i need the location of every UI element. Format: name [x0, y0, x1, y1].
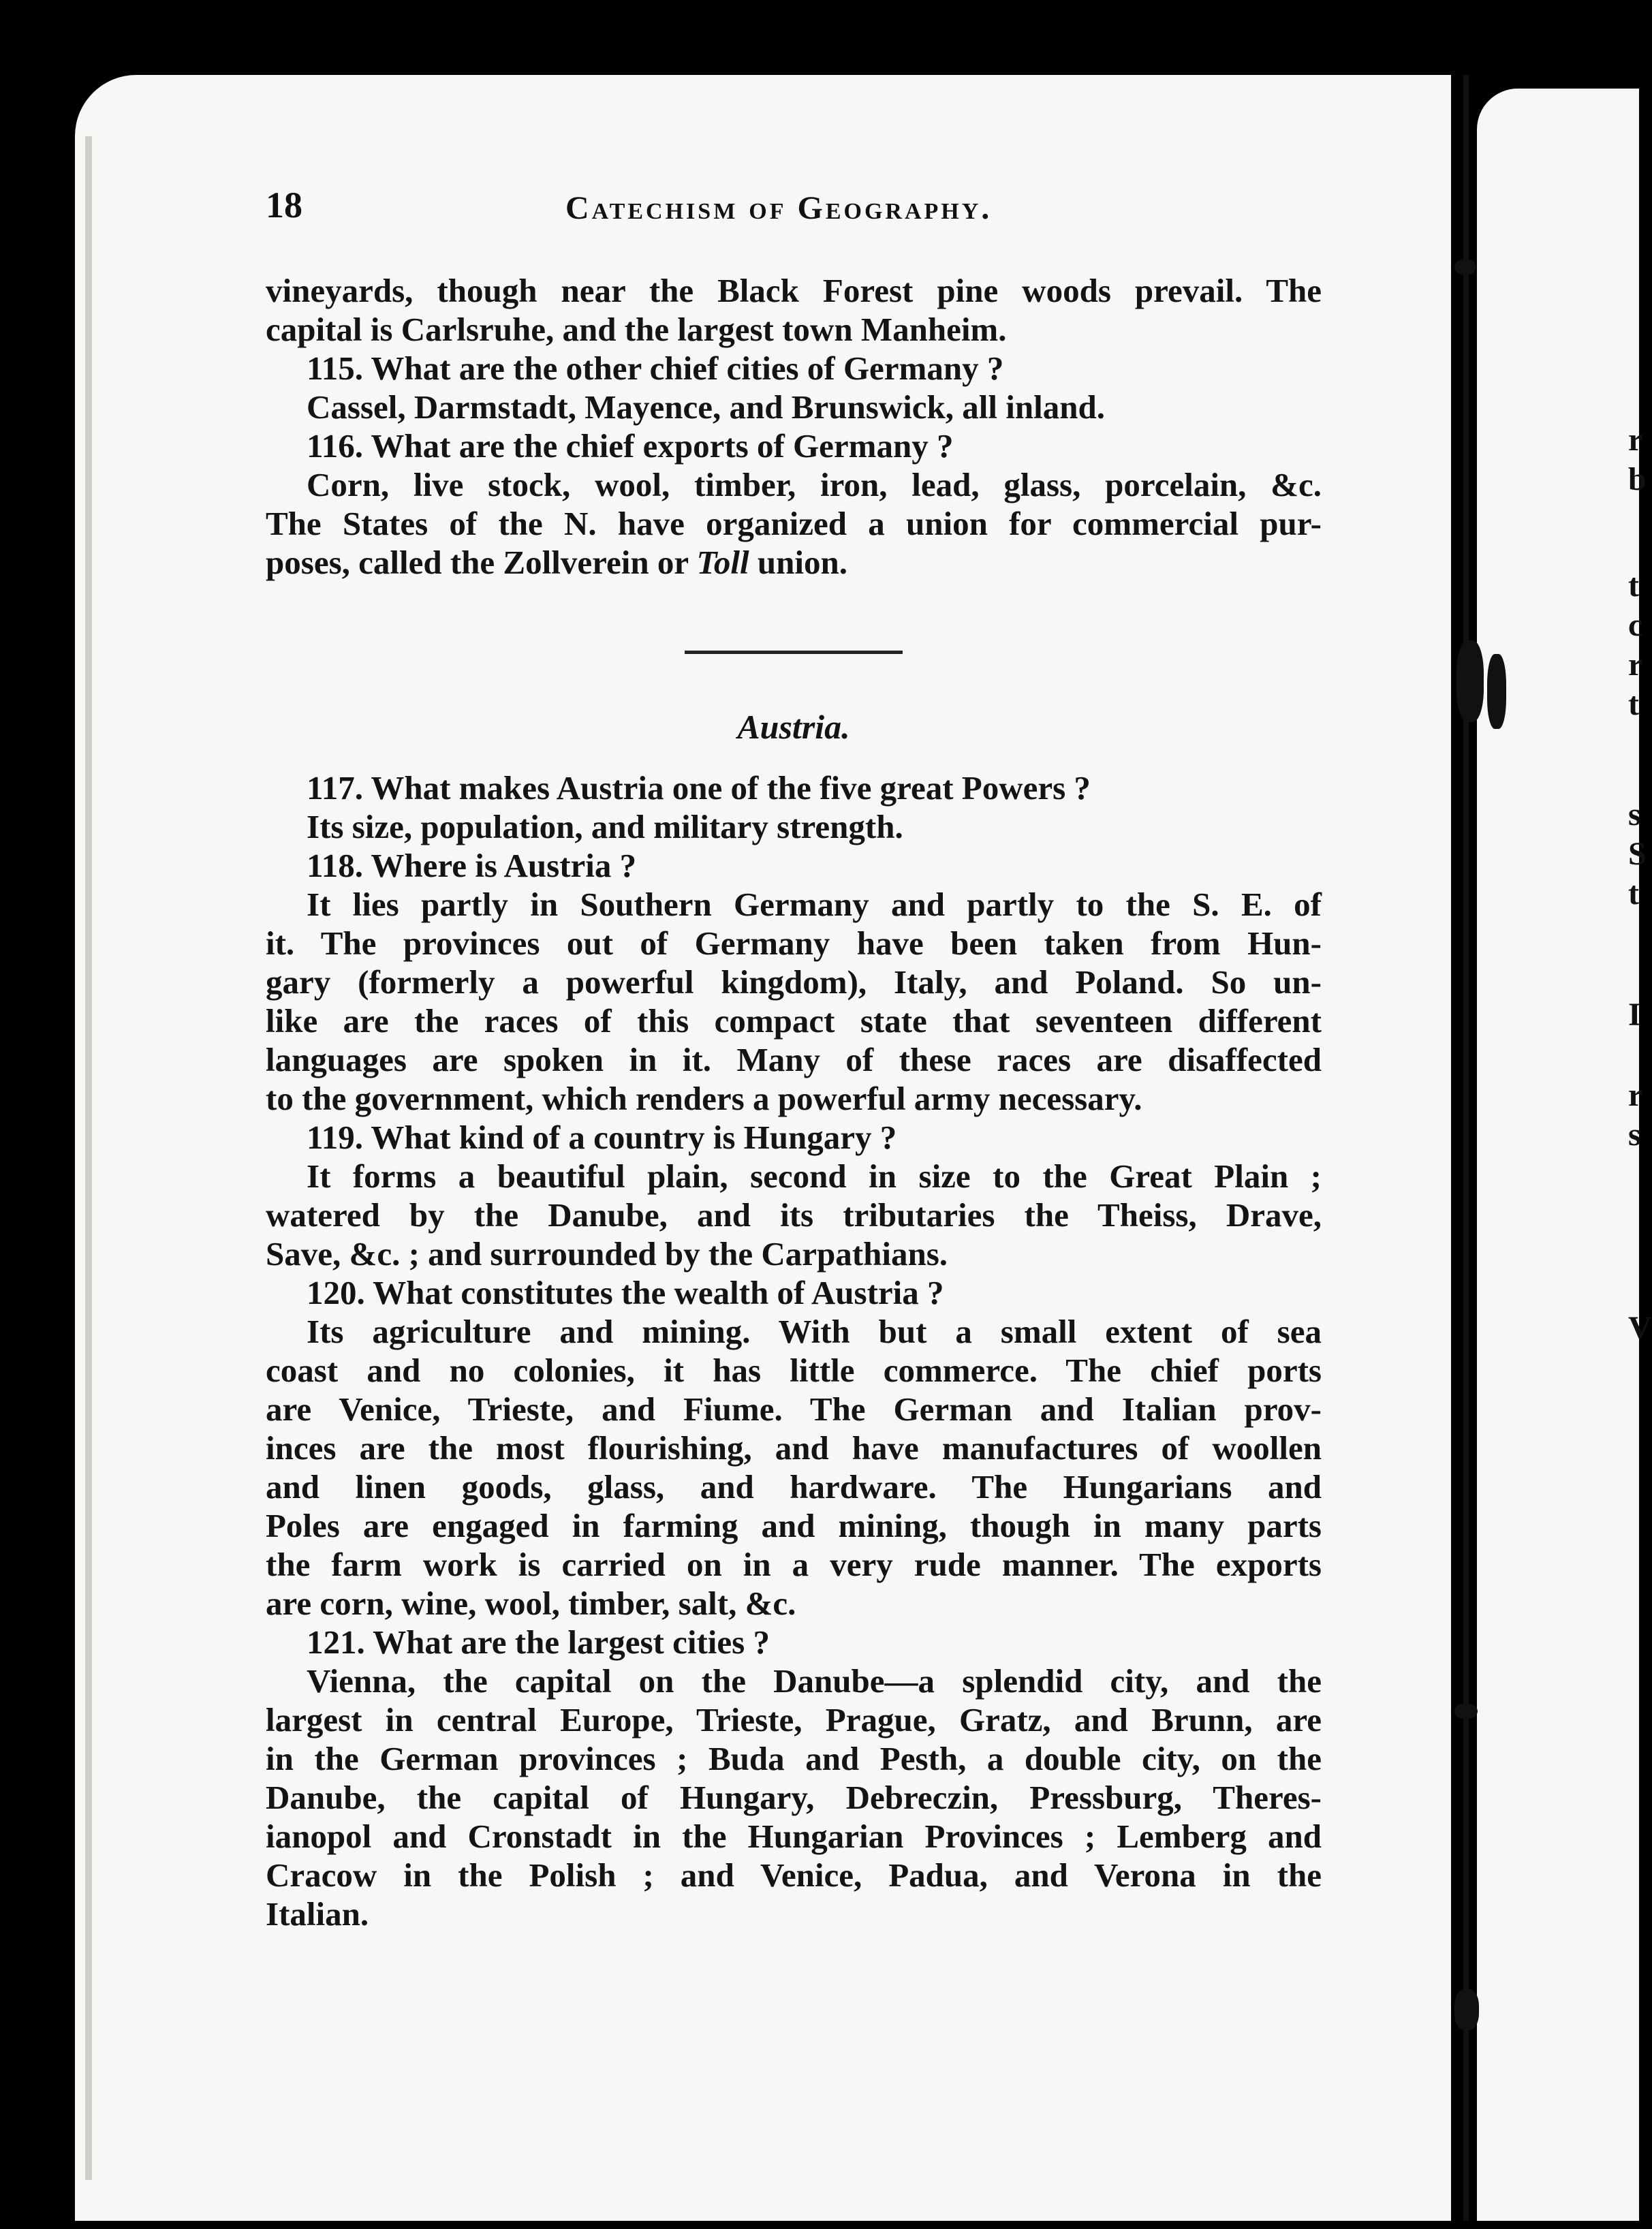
text-line	[266, 543, 1322, 582]
text-line: largest in central Europe, Trieste, Prague, Gratz, and Brunn, are	[266, 1701, 1322, 1739]
binding-thread-mark	[1456, 640, 1484, 722]
text-line: The States of the N. have organized a union for commercial pur-	[266, 505, 1322, 542]
italic-word: Toll	[696, 544, 749, 581]
binding-thread-mark	[1454, 1989, 1479, 2030]
facing-page-fragment: I	[1628, 997, 1641, 1033]
text-line: in the German provinces ; Buda and Pesth, a double city, on the	[266, 1740, 1322, 1777]
text-line: the farm work is carried on in a very rude manner. The exports	[266, 1546, 1322, 1583]
text-line: Italian.	[266, 1895, 369, 1933]
text-line: inces are the most flourishing, and have manufactures of woollen	[266, 1429, 1322, 1467]
text-line: Poles are engaged in farming and mining, though in many parts	[266, 1507, 1322, 1544]
facing-page-fragment: r	[1628, 646, 1643, 683]
text-line: it. The provinces out of Germany have been taken from Hun-	[266, 924, 1322, 962]
book-spine	[1463, 75, 1469, 2221]
section-divider	[685, 651, 903, 654]
answer-line: Cassel, Darmstadt, Mayence, and Brunswick, all inland.	[307, 388, 1106, 426]
section-title: Austria.	[737, 708, 850, 746]
facing-page-fragment: t	[1628, 686, 1639, 722]
text-line: coast and no colonies, it has little commerce. The chief ports	[266, 1352, 1322, 1389]
text-line: gary (formerly a powerful kingdom), Italy, and Poland. So un-	[266, 963, 1322, 1001]
facing-page-fragment: r	[1628, 1077, 1643, 1113]
question-line: 117. What makes Austria one of the five great Powers ?	[307, 769, 1091, 807]
text-line: languages are spoken in it. Many of these races are disaffected	[266, 1041, 1322, 1078]
question-line: 119. What kind of a country is Hungary ?	[307, 1119, 897, 1156]
binding-thread-mark	[1454, 259, 1476, 275]
facing-page-fragment: b	[1628, 461, 1647, 497]
text-line: vineyards, though near the Black Forest pine woods prevail. The	[266, 272, 1322, 309]
text-line: capital is Carlsruhe, and the largest town Manheim.	[266, 311, 1007, 348]
question-line: 121. What are the largest cities ?	[307, 1623, 770, 1661]
facing-page-fragment: s	[1628, 796, 1641, 832]
text-line: watered by the Danube, and its tributaries the Theiss, Drave,	[266, 1196, 1322, 1234]
facing-page-fragment: V	[1628, 1310, 1652, 1346]
binding-thread-mark	[1487, 654, 1506, 729]
facing-page-fragment: s	[1628, 1117, 1641, 1153]
answer-line: It lies partly in Southern Germany and partly to the S. E. of	[307, 886, 1322, 923]
facing-page-fragment: r	[1628, 422, 1643, 458]
answer-line: Its agriculture and mining. With but a small extent of sea	[307, 1313, 1322, 1350]
text-line: Cracow in the Polish ; and Venice, Padua, and Verona in the	[266, 1856, 1322, 1894]
page-number: 18	[266, 185, 302, 225]
text-line: Danube, the capital of Hungary, Debreczin, Pressburg, Theres-	[266, 1779, 1322, 1816]
text-fragment: poses, called the Zollverein or	[266, 544, 697, 581]
question-line: 116. What are the chief exports of Germany ?	[307, 427, 954, 465]
text-line: Save, &c. ; and surrounded by the Carpathians.	[266, 1235, 948, 1273]
running-head	[266, 184, 1594, 238]
facing-page-fragment: c	[1628, 607, 1643, 643]
answer-line: It forms a beautiful plain, second in size to the Great Plain ;	[307, 1157, 1322, 1195]
text-line: like are the races of this compact state that seventeen different	[266, 1002, 1322, 1040]
text-line: ianopol and Cronstadt in the Hungarian Provinces ; Lemberg and	[266, 1818, 1322, 1855]
facing-page-fragment: t	[1628, 567, 1639, 604]
running-title: Catechism of Geography.	[565, 190, 993, 226]
question-line: 120. What constitutes the wealth of Austria ?	[307, 1274, 944, 1311]
binding-thread-mark	[1454, 1703, 1478, 1719]
germany-text-block	[266, 271, 1322, 582]
text-line: to the government, which renders a powerful army necessary.	[266, 1080, 1142, 1117]
text-line: are Venice, Trieste, and Fiume. The German and Italian prov-	[266, 1390, 1322, 1428]
facing-page-fragment: t	[1628, 875, 1639, 911]
answer-line: Vienna, the capital on the Danube—a splendid city, and the	[307, 1662, 1322, 1700]
facing-page-fragment: S	[1628, 836, 1647, 872]
text-line: are corn, wine, wool, timber, salt, &c.	[266, 1585, 796, 1622]
question-line: 115. What are the other chief cities of Germany ?	[307, 349, 1004, 387]
answer-line: Its size, population, and military strength.	[307, 808, 903, 845]
answer-line: Corn, live stock, wool, timber, iron, lead, glass, porcelain, &c.	[307, 466, 1322, 503]
page-edge	[85, 136, 92, 2180]
austria-text-block	[266, 768, 1322, 1933]
text-line: and linen goods, glass, and hardware. The Hungarians and	[266, 1468, 1322, 1506]
question-line: 118. Where is Austria ?	[307, 847, 637, 884]
text-fragment: union.	[749, 544, 847, 581]
facing-page	[1477, 89, 1639, 2221]
